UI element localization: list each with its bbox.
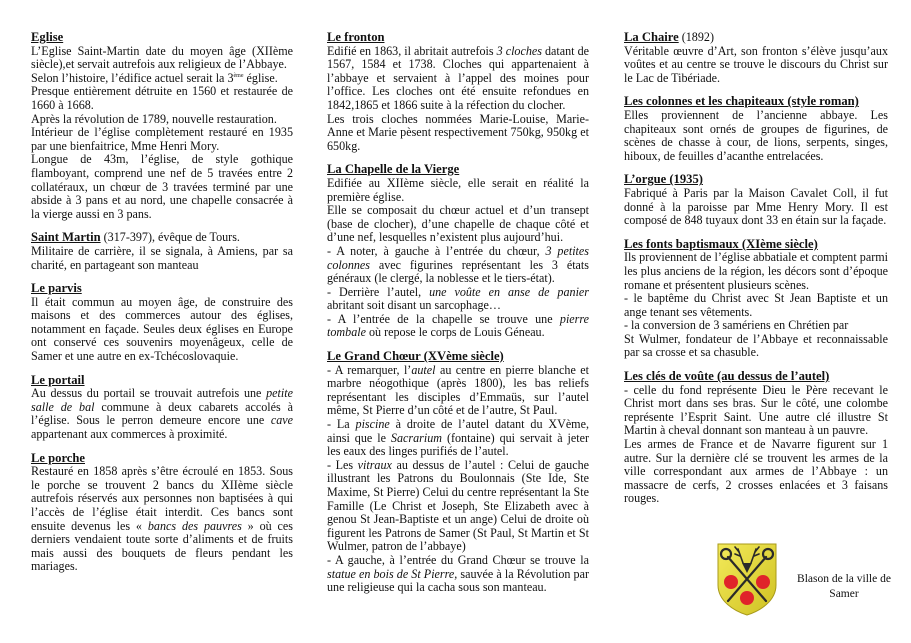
section-title: La Chaire bbox=[624, 30, 679, 44]
paragraph: - la conversion de 3 samériens en Chrétien par bbox=[624, 318, 849, 333]
text: Edifié en 1863, il abritait autrefois bbox=[327, 43, 497, 58]
paragraph: Véritable œuvre d’Art, son fronton s’élève jusqu’aux voûtes et au centre se trouve le discours du Christ sur le Lac de Tibériade. bbox=[624, 43, 888, 85]
section-title: Le Grand Chœur (XVème siècle) bbox=[327, 349, 504, 364]
italic-text: statue en bois de St Pierre, bbox=[327, 566, 458, 581]
section-title: Les clés de voûte (au dessus de l’autel) bbox=[624, 369, 830, 384]
section-title: Eglise bbox=[31, 30, 64, 44]
section-title-suffix: (317-397), évêque de Tours. bbox=[100, 230, 240, 245]
text: » où ces derniers vendaient toute sorte d’aliments et de fruits mais aussi des bouquets de fleurs pendant les mariages. bbox=[31, 518, 293, 574]
paragraph: - le baptême du Christ avec St Jean Baptiste et un ange tenant ses vêtements. bbox=[624, 291, 888, 319]
paragraph: Il était commun au moyen âge, de construire des maisons et des commerces autour des églises, notamment en façade. Seules deux églises en Europe ont conservé ces souvenirs moyenâgeux, celle de Samer et une autre en ex-Tchécoslovaquie. bbox=[31, 294, 293, 364]
italic-text: piscine bbox=[355, 417, 390, 432]
coat-of-arms-icon bbox=[716, 541, 778, 617]
paragraph: Elles proviennent de l’ancienne abbaye. Les chapiteaux sont ornés de groupes de figurines, de scènes de chasse à cour, de lions, serpents, singes, hiboux, de feuilles d’acanthe entrelacées. bbox=[624, 107, 888, 163]
paragraph: Fabriqué à Paris par la Maison Cavalet Coll, il fut donné à la paroisse par Mme Henry Mory. Il est composé de 848 tuyaux dont 33 en étain sur la façade. bbox=[624, 185, 888, 228]
text: - A noter, à gauche à l’entrée du chœur, bbox=[327, 243, 546, 258]
paragraph: St Wulmer, fondateur de l’Abbaye et reconnaissable par sa crosse et sa chasuble. bbox=[624, 331, 888, 360]
superscript: ème bbox=[233, 72, 244, 79]
section-title: Les colonnes et les chapiteaux (style roman) bbox=[624, 94, 859, 109]
list-item bbox=[327, 418, 589, 459]
section-title: L’orgue (1935) bbox=[624, 172, 703, 187]
section-portail bbox=[31, 374, 293, 442]
text: - A remarquer, l’ bbox=[327, 362, 412, 377]
section-heading bbox=[624, 31, 888, 45]
italic-text: Sacrarium bbox=[390, 430, 442, 445]
text: au dessus de l’autel : Celui de gauche illustrant les Patrons du Boulonnais (Ste Ide, Ste Maxime, St Pierre) Celui du centre représentant la Ste Famille (Le Christ et Joseph, Ste Elizabeth avec à genou St Jean-Baptiste et un ange) Celui de droite où figurent les Patrons de Samer (St Paul, St Martin et St Wulmer, patron de l’abbaye) bbox=[327, 457, 589, 554]
section-fronton bbox=[327, 31, 589, 153]
paragraph bbox=[31, 387, 293, 441]
text: - Les bbox=[327, 457, 358, 472]
text: Selon l’histoire, l’édifice actuel serait la 3 bbox=[31, 70, 234, 85]
section-orgue bbox=[624, 173, 888, 227]
paragraph: Edifiée au XIIème siècle, elle serait en réalité la première église. bbox=[327, 175, 589, 204]
paragraph bbox=[31, 72, 293, 86]
section-title: Les fonts baptismaux (XIème siècle) bbox=[624, 236, 818, 251]
section-title: Le portail bbox=[31, 372, 85, 387]
list-item bbox=[327, 459, 589, 554]
section-title-suffix: (1892) bbox=[678, 30, 714, 44]
column-2 bbox=[327, 31, 589, 605]
list-item bbox=[327, 313, 589, 340]
paragraph: L’Eglise Saint-Martin date du moyen âge (XIIème siècle),et servait autrefois aux religieux de l’Abbaye. bbox=[31, 43, 293, 72]
paragraph: Les trois cloches nommées Marie-Louise, Marie-Anne et Marie pèsent respectivement 750kg, 950kg et 650kg. bbox=[327, 111, 589, 153]
column-3 bbox=[624, 31, 888, 516]
list-item bbox=[327, 364, 589, 418]
text: commune à deux cabarets accolés à l’église. Sous le perron demeure encore une bbox=[31, 399, 293, 428]
section-title: Le parvis bbox=[31, 281, 82, 296]
text: - Derrière l’autel, bbox=[327, 284, 430, 299]
blason-caption: Blason de la ville de Samer bbox=[797, 573, 891, 600]
paragraph: Elle se composait du chœur actuel et d’un transept (base de clocher), d’une chapelle de chaque côté et d’une nef, lesquelles n’existent plus aujourd’hui. bbox=[327, 203, 589, 245]
list-item bbox=[327, 245, 589, 286]
section-parvis bbox=[31, 282, 293, 364]
section-grand-choeur bbox=[327, 350, 589, 595]
section-eglise bbox=[31, 31, 293, 221]
section-saint-martin bbox=[31, 231, 293, 272]
paragraph: Longue de 43m, l’église, de style gothique flamboyant, comprend une nef de 5 travées entre 2 collatéraux, un chœur de 3 travées terminé par une abside à 3 pans et au nord, une chapelle consacrée à la vierge aussi en 3 pans. bbox=[31, 152, 293, 221]
paragraph bbox=[31, 465, 293, 574]
paragraph bbox=[327, 45, 589, 113]
text: sauvée à la Révolution par une religieuse qui la cacha sous son manteau. bbox=[327, 566, 589, 595]
italic-text: 3 cloches bbox=[496, 43, 542, 58]
italic-text: 3 petites colonnes bbox=[327, 243, 589, 272]
italic-text: vitraux bbox=[357, 457, 392, 472]
italic-text: autel bbox=[411, 362, 436, 377]
text: Restauré en 1858 après s’être écroulé en 1853. Sous le porche se trouvent 2 bancs du XIIème siècle autrefois réservés aux personnes non baptisées à qui l’accès de l’église était interdit. Ces bancs sont ensuite devenus les « bbox=[31, 464, 293, 533]
text: avec figurines représentant les 3 états généraux (le clergé, la noblesse et le tiers-état). bbox=[327, 257, 589, 286]
paragraph: Ils proviennent de l’église abbatiale et comptent parmi les plus anciens de la région, les décors sont d’époque romane et présentent plusieurs scènes. bbox=[624, 250, 888, 292]
text: datant de 1567, 1584 et 1738. Cloches qui appartenaient à l’abbaye et servaient à l’appel des moines pour l’office. Les cloches ont été ensuite refondues en 1842,1865 et 1866 suite à la réfection du clocher. bbox=[327, 43, 589, 112]
list-item bbox=[327, 554, 589, 595]
text: au centre en pierre blanche et marbre néogothique (après 1800), les bas reliefs représentant les disciples d’Emmaüs, sur l’autel même, St Pierre d’un côté et de l’autre, St Paul. bbox=[327, 362, 589, 418]
text: - A gauche, à l’entrée du Grand Chœur se trouve la bbox=[327, 552, 589, 567]
paragraph: Militaire de carrière, il se signala, à Amiens, par sa charité, en partageant son manteau bbox=[31, 243, 293, 272]
section-colonnes bbox=[624, 95, 888, 163]
italic-text: cave bbox=[270, 413, 293, 428]
italic-text: petite salle de bal bbox=[31, 386, 293, 414]
section-title: Saint Martin bbox=[31, 230, 101, 245]
section-fonts-baptismaux bbox=[624, 238, 888, 360]
section-title: La Chapelle de la Vierge bbox=[327, 162, 460, 177]
paragraph: Intérieur de l’église complètement restauré en 1935 par une bienfaitrice, Mme Henri Mory. bbox=[31, 125, 293, 153]
section-title: Le porche bbox=[31, 450, 85, 465]
paragraph: Presque entièrement détruite en 1560 et restaurée de 1660 à 1668. bbox=[31, 84, 293, 112]
italic-text: bancs des pauvres bbox=[147, 518, 242, 533]
section-cles-de-voute bbox=[624, 370, 888, 506]
text: (fontaine) qui servait à jeter les eaux des linges purifiés de l’autel. bbox=[327, 430, 589, 459]
italic-text: une voûte en anse de panier bbox=[429, 284, 590, 299]
text: abritant soit disant un sarcophage… bbox=[327, 298, 501, 313]
section-chapelle bbox=[327, 163, 589, 340]
text: appartenant aux commerces à proximité. bbox=[31, 427, 228, 442]
paragraph: - celle du fond représente Dieu le Père recevant le Christ mort dans ses bras. Sur le côté, une colombe représente l’Esprit Saint. Une autre clé illustre St Martin à cheval donnant son manteau à un pauvre. bbox=[624, 382, 888, 438]
section-porche bbox=[31, 452, 293, 574]
section-heading bbox=[31, 231, 293, 245]
italic-text: pierre tombale bbox=[327, 311, 589, 340]
text: - A l’entrée de la chapelle se trouve une bbox=[327, 311, 560, 326]
section-title: Le fronton bbox=[327, 30, 385, 44]
column-1 bbox=[31, 31, 293, 584]
list-item bbox=[327, 286, 589, 313]
section-chaire bbox=[624, 31, 888, 85]
paragraph: Après la révolution de 1789, nouvelle restauration. bbox=[31, 111, 277, 126]
text: - La bbox=[327, 417, 356, 432]
text: à droite de l’autel datant du XVème, ainsi que le bbox=[327, 417, 589, 445]
text: église. bbox=[243, 70, 278, 85]
paragraph: Les armes de France et de Navarre figurent sur 1 autre. Sur la dernière clé se trouvent les armes de la ville correspondant aux armes de l’Abbaye : un massacre de cerfs, 2 crosses enlacées et 3 faisans rouges. bbox=[624, 437, 888, 506]
text: où repose le corps de Louis Géneau. bbox=[365, 325, 545, 340]
text: Au dessus du portail se trouvait autrefois une bbox=[31, 386, 267, 401]
